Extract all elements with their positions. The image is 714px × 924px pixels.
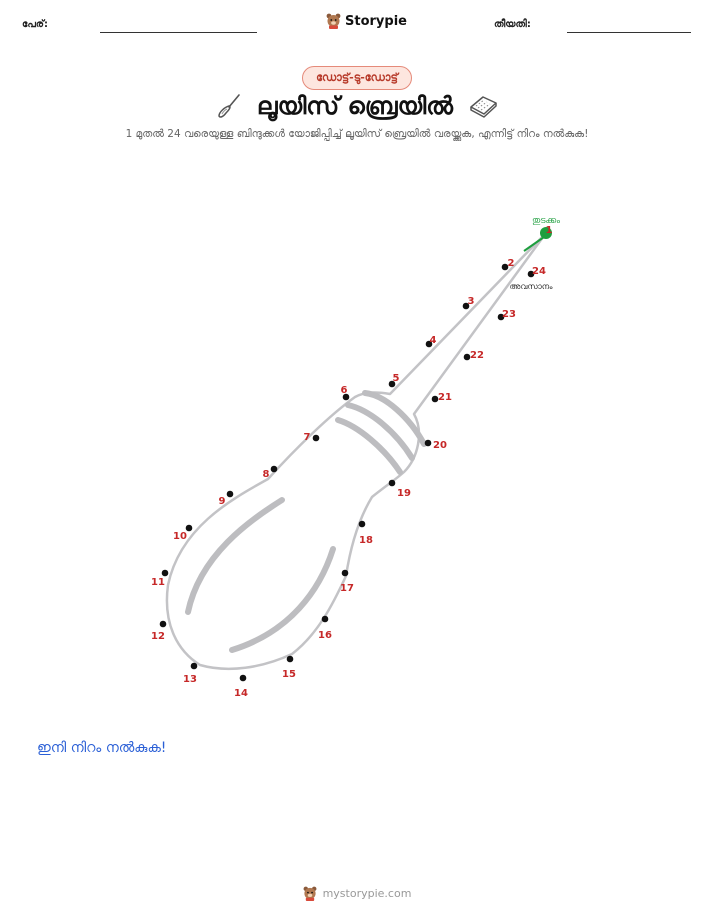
dot-number-7: 7: [303, 432, 311, 443]
dot-12: [160, 621, 167, 628]
footer: [0, 886, 714, 901]
dot-number-1: 1: [545, 225, 553, 236]
page-title: ലൂയിസ് ബ്രെയിൽ: [257, 92, 453, 120]
dot-number-4: 4: [429, 335, 437, 346]
dot-20: [425, 440, 432, 447]
dot-number-5: 5: [392, 373, 400, 384]
dot-number-19: 19: [397, 488, 411, 499]
dot-number-23: 23: [502, 309, 516, 320]
dot-8: [271, 466, 278, 473]
dot-number-10: 10: [173, 531, 187, 542]
dot-18: [359, 521, 366, 528]
color-now-text: ഇനി നിറം നൽകുക!: [37, 740, 167, 756]
start-label: തുടക്കം: [531, 216, 561, 226]
dot-15: [287, 656, 294, 663]
dot-number-9: 9: [218, 496, 226, 507]
bear-mascot-icon: [303, 886, 317, 901]
dot-number-2: 2: [507, 258, 515, 269]
dot-number-24: 24: [532, 266, 546, 277]
footer-site: mystorypie.com: [322, 887, 412, 900]
stylus-outline: [167, 233, 546, 669]
dot-number-14: 14: [234, 688, 248, 699]
activity-badge: ഡോട്ട്-ടു-ഡോട്ട്: [302, 66, 412, 90]
dot-number-8: 8: [262, 469, 270, 480]
dot-number-16: 16: [318, 630, 332, 641]
dot-7: [313, 435, 320, 442]
dot-9: [227, 491, 234, 498]
dot-number-11: 11: [151, 577, 165, 588]
dot-number-15: 15: [282, 669, 296, 680]
dot-number-21: 21: [438, 392, 452, 403]
dot-number-12: 12: [151, 631, 165, 642]
dot-number-13: 13: [183, 674, 197, 685]
dots-layer: [151, 225, 552, 699]
brand-name: Storypie: [345, 13, 407, 29]
date-label: തീയതി:: [494, 19, 531, 30]
dot-11: [162, 570, 169, 577]
dot-number-3: 3: [467, 296, 475, 307]
name-label: പേര്:: [22, 19, 48, 30]
dot-number-18: 18: [359, 535, 373, 546]
dot-14: [240, 675, 247, 682]
dot-number-6: 6: [340, 385, 348, 396]
instructions: 1 മുതൽ 24 വരെയുള്ള ബിന്ദുക്കൾ യോജിപ്പിച്ച് ലൂയിസ് ബ്രെയിൽ വരയ്ക്കുക, എന്നിട്ട് നിറം നൽകുക!: [125, 128, 589, 140]
dot-number-17: 17: [340, 583, 354, 594]
dot-13: [191, 663, 198, 670]
end-label: അവസാനം: [509, 282, 553, 291]
dot-16: [322, 616, 329, 623]
dot-number-20: 20: [433, 440, 447, 451]
dot-19: [389, 480, 396, 487]
dot-number-22: 22: [470, 350, 484, 361]
dot-17: [342, 570, 349, 577]
